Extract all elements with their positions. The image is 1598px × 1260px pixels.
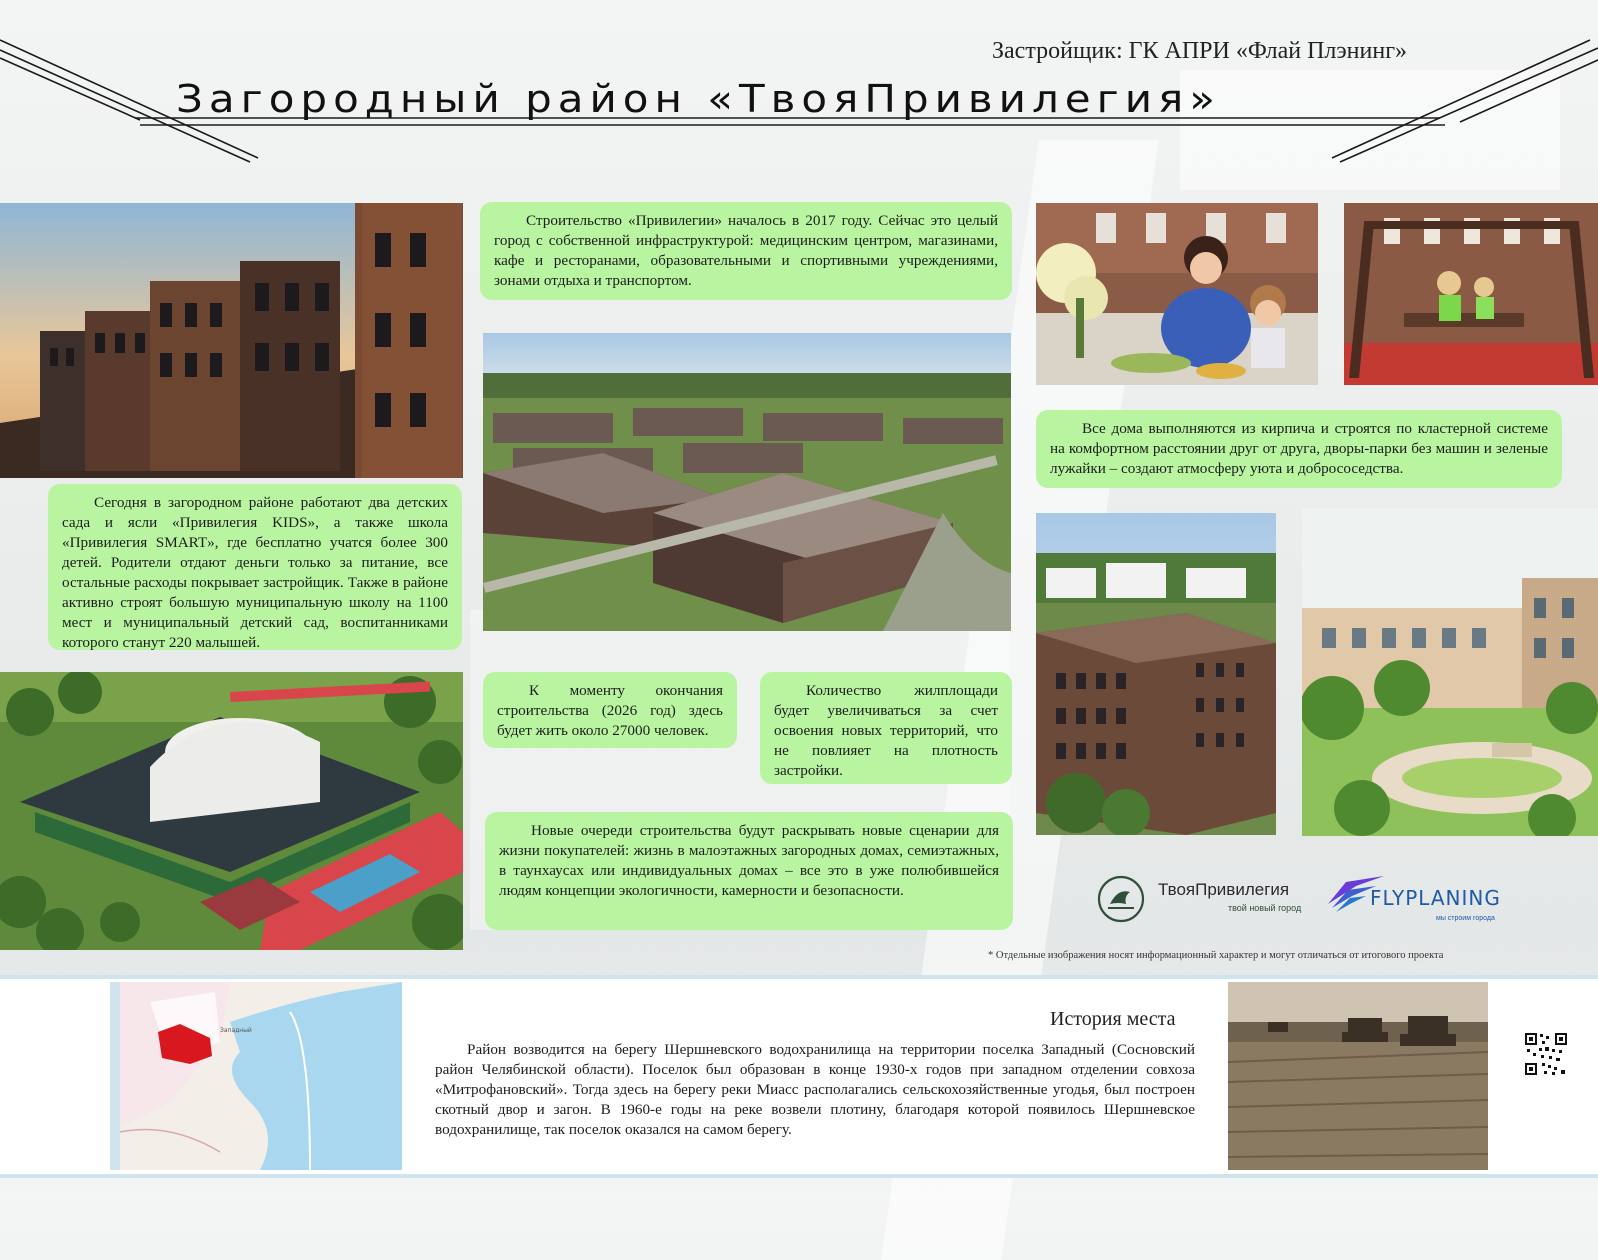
sports-complex-photo xyxy=(0,672,463,950)
intro-text-block xyxy=(480,202,1012,300)
bird-emblem-icon xyxy=(1096,874,1146,924)
swing-photo xyxy=(1344,203,1598,385)
schools-text-block xyxy=(48,484,462,650)
brand-tagline: твой новый город xyxy=(1228,903,1302,913)
future-text: Новые очереди строительства будут раскрывать новые сценарии для жизни покупателей: жизнь в малоэтажных загородных домах, семиэтажных, в таунхаусах или индивидуальных домах – все это в уже полюбившейся людям концепции экологичности, камерности и безопасности. xyxy=(499,822,999,899)
brand-logo xyxy=(1096,874,1306,934)
history-title: История места xyxy=(1050,1008,1176,1030)
schools-text: Сегодня в загородном районе работают два детских сада и ясли «Привилегия KIDS», а также школа «Привилегия SMART», где бесплатно учатся более 300 детей. Родители отдают деньги только за питание, все остальные расходы покрывает застройщик. Также в районе активно строят большую муниципальную школу на 1100 мест и муниципальный детский сад, воспитанниками которого станут 220 малышей. xyxy=(62,494,448,651)
population-text: К моменту окончания строительства (2026 год) здесь будет жить около 27000 человек. xyxy=(497,682,723,739)
band-top-line xyxy=(0,975,1598,979)
courtyard-park-photo xyxy=(1302,508,1598,836)
map-area-label: Западный xyxy=(220,1027,252,1034)
clusters-text-block xyxy=(1036,410,1562,488)
clusters-text: Все дома выполняются из кирпича и строятся по кластерной системе на комфортном расстоянии друг от друга, дворы-парки без машин и зеленые лужайки – создают атмосферу уюта и добрососедства. xyxy=(1050,420,1548,477)
brand-name: ТвояПривилегия xyxy=(1158,880,1290,899)
band-bottom-line xyxy=(0,1174,1598,1178)
partner-name: FLYPLANING xyxy=(1370,886,1501,910)
location-map xyxy=(110,982,402,1170)
history-text-block xyxy=(435,1040,1195,1140)
page-title: Загородный район «ТвояПривилегия» xyxy=(176,75,1221,122)
family-dining-photo xyxy=(1036,203,1318,385)
future-text-block xyxy=(485,812,1013,930)
history-text: Район возводится на берегу Шершневского водохранилища на территории поселка Западный (Сосновский район Челябинской области). Поселок был образован в конце 1930-х годов при западном отделении совхоза «Митрофановский». Тогда здесь на берегу реки Миасс располагались сельскохозяйственные угодья, был построен скотный двор и загон. В 1960-е годы на реке возвели плотину, благодаря которой появилось Шершневское водохранилище, так поселок оказался на самом берегу. xyxy=(435,1041,1195,1138)
developer-label: Застройщик: ГК АПРИ «Флай Плэнинг» xyxy=(992,38,1408,64)
aerial-district-photo xyxy=(483,333,1011,631)
disclaimer-footnote: * Отдельные изображения носят информационный характер и могут отличаться от итогового проекта xyxy=(988,950,1444,961)
partner-logo xyxy=(1326,872,1506,932)
building-render-photo xyxy=(1036,513,1276,835)
population-text-block xyxy=(483,672,737,748)
partner-tagline: мы строим города xyxy=(1436,915,1495,922)
buildings-sunset-photo xyxy=(0,203,463,478)
historic-harvest-photo xyxy=(1228,982,1488,1170)
housing-text: Количество жилплощади будет увеличиваться за счет освоения новых территорий, что не повлияет на плотность застройки. xyxy=(774,682,998,779)
housing-text-block xyxy=(760,672,1012,784)
intro-text: Строительство «Привилегии» началось в 2017 году. Сейчас это целый город с собственной инфраструктурой: медицинским центром, магазинами, кафе и ресторанами, образовательными и спортивными учреждениями, зонами отдыха и транспортом. xyxy=(494,212,998,289)
qr-code[interactable] xyxy=(1524,1032,1568,1076)
